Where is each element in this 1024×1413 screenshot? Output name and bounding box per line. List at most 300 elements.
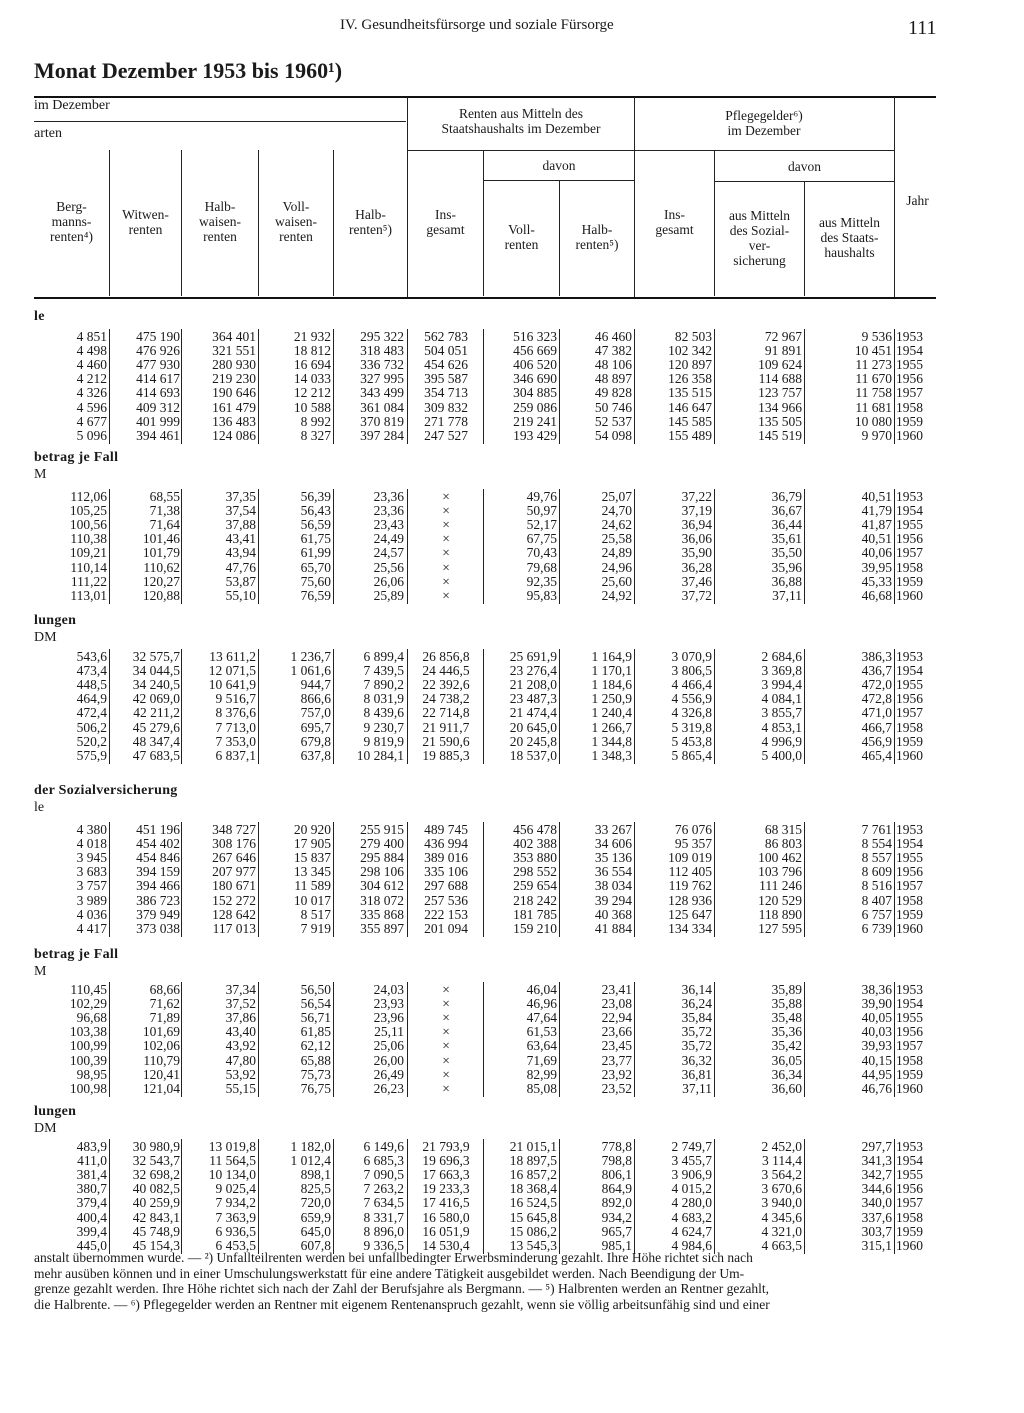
table-cell: 161 479	[212, 399, 256, 415]
footnote-line: anstalt übernommen wurde. — ²) Unfallteilrenten werden bei unfallbedingter Erwerbsminderung gezahlt. Ihre Höhe richtet sich nach	[34, 1250, 753, 1265]
section-label: lungen	[34, 613, 77, 628]
table-cell: 13 611,2	[209, 649, 256, 664]
table-cell: 105,25	[69, 503, 107, 519]
table-cell: 259 086	[513, 399, 557, 415]
section-label: betrag je Fall	[34, 947, 119, 962]
table-row	[0, 546, 1024, 560]
table-cell: 35,48	[771, 1010, 802, 1026]
table-cell: 402 388	[513, 836, 557, 852]
table-cell: 50,97	[526, 503, 557, 519]
table-cell: 100,98	[69, 1080, 107, 1096]
table-cell: 47 683,5	[132, 747, 180, 763]
table-row	[0, 490, 1024, 504]
table-cell: 123 757	[758, 385, 802, 401]
table-row	[0, 401, 1024, 415]
section-unit: DM	[34, 1121, 57, 1136]
table-cell: 71,64	[149, 517, 180, 533]
table-cell: 39,93	[861, 1038, 892, 1054]
table-cell: 22,94	[601, 1010, 632, 1026]
table-cell: 120,88	[142, 587, 180, 603]
table-cell: 26,06	[373, 573, 404, 589]
table-cell: 71,62	[149, 996, 180, 1012]
year-cell: 1955	[896, 357, 923, 373]
table-cell: 4 380	[76, 822, 107, 837]
table-cell: 1 012,4	[290, 1153, 331, 1169]
table-cell: 23,08	[601, 996, 632, 1012]
table-cell: 21 932	[293, 329, 331, 344]
year-cell: 1954	[896, 836, 923, 852]
table-row	[0, 532, 1024, 546]
table-cell: 406 520	[513, 357, 557, 373]
table-cell: 25,07	[601, 489, 632, 504]
table-cell: ×	[442, 573, 450, 589]
table-cell: 7 353,0	[215, 733, 256, 749]
table-cell: ×	[442, 559, 450, 575]
table-cell: 9 230,7	[363, 719, 404, 735]
table-cell: 414 617	[136, 371, 180, 387]
table-cell: 394 466	[136, 878, 180, 894]
davon-rule	[408, 150, 894, 151]
table-cell: 7 439,5	[363, 663, 404, 679]
table-cell: 346 690	[513, 371, 557, 387]
year-cell: 1953	[896, 1139, 923, 1154]
table-cell: 1 184,6	[591, 677, 632, 693]
table-cell: 3 683	[76, 864, 107, 880]
table-row	[0, 344, 1024, 358]
header-line: haushalts	[824, 245, 875, 260]
left-group-rule	[34, 121, 406, 122]
table-row	[0, 922, 1024, 936]
table-cell: 483,9	[76, 1139, 107, 1154]
table-cell: 36,24	[681, 996, 712, 1012]
table-cell: 5 096	[76, 427, 107, 443]
table-cell: ×	[442, 996, 450, 1012]
header-line: sicherung	[733, 253, 786, 268]
table-cell: 102 342	[668, 343, 712, 359]
year-cell: 1959	[896, 906, 923, 922]
table-cell: 6 757	[861, 906, 892, 922]
table-cell: 11 758	[855, 385, 892, 401]
table-cell: 180 671	[212, 878, 256, 894]
table-cell: 4 036	[76, 906, 107, 922]
table-cell: 56,43	[300, 503, 331, 519]
table-cell: 8 376,6	[215, 705, 256, 721]
table-cell: 411,0	[77, 1153, 107, 1169]
table-cell: 381,4	[76, 1167, 107, 1183]
table-cell: 389 016	[424, 850, 468, 866]
table-cell: 327 995	[360, 371, 404, 387]
table-cell: 72 967	[764, 329, 802, 344]
table-row	[0, 997, 1024, 1011]
table-cell: 472,8	[861, 691, 892, 707]
table-row	[0, 1082, 1024, 1096]
table-row	[0, 650, 1024, 664]
table-cell: 113,01	[70, 587, 107, 603]
header-line: renten	[504, 237, 539, 252]
table-cell: 344,6	[861, 1181, 892, 1197]
group-staat-label	[408, 106, 634, 136]
table-cell: 298 106	[360, 864, 404, 880]
year-cell: 1958	[896, 559, 923, 575]
table-cell: 9 336,5	[363, 1237, 404, 1253]
table-cell: 13 545,3	[509, 1237, 557, 1253]
table-cell: 825,5	[300, 1181, 331, 1197]
table-cell: 1 170,1	[591, 663, 632, 679]
table-cell: ×	[442, 1024, 450, 1040]
table-cell: 219 241	[513, 413, 557, 429]
table-cell: 8 609	[861, 864, 892, 880]
table-cell: 456 478	[513, 822, 557, 837]
table-cell: 25 691,9	[509, 649, 557, 664]
table-cell: 19 696,3	[422, 1153, 470, 1169]
table-cell: 36,05	[771, 1052, 802, 1068]
table-cell: 18 897,5	[509, 1153, 557, 1169]
table-cell: 101,46	[142, 531, 180, 547]
table-cell: 71,38	[149, 503, 180, 519]
table-cell: 4 015,2	[671, 1181, 712, 1197]
table-cell: 14 530,4	[422, 1237, 470, 1253]
table-cell: 100,56	[69, 517, 107, 533]
table-cell: 37,11	[772, 587, 802, 603]
table-cell: 4 280,0	[671, 1195, 712, 1211]
table-cell: 32 575,7	[132, 649, 180, 664]
table-cell: 16 580,0	[422, 1209, 470, 1225]
table-row	[0, 1182, 1024, 1196]
table-cell: 1 061,6	[290, 663, 331, 679]
table-cell: 40 368	[594, 906, 632, 922]
table-cell: 6 685,3	[363, 1153, 404, 1169]
table-cell: 16 051,9	[422, 1223, 470, 1239]
table-cell: 62,12	[300, 1038, 331, 1054]
table-cell: 5 453,8	[671, 733, 712, 749]
table-cell: 54 098	[594, 427, 632, 443]
table-cell: 304 885	[513, 385, 557, 401]
table-cell: 36,44	[771, 517, 802, 533]
table-cell: 41 884	[594, 920, 632, 936]
table-cell: 22 392,6	[422, 677, 470, 693]
table-cell: 40 082,5	[132, 1181, 180, 1197]
table-cell: 8 439,6	[363, 705, 404, 721]
table-cell: ×	[442, 489, 450, 504]
table-cell: 373 038	[136, 920, 180, 936]
table-cell: 36,60	[771, 1080, 802, 1096]
table-cell: 4 018	[76, 836, 107, 852]
table-cell: 35 136	[594, 850, 632, 866]
column-pflege-staatshaushalt	[805, 215, 894, 260]
table-cell: 23,36	[373, 503, 404, 519]
table-cell: 17 663,3	[422, 1167, 470, 1183]
table-cell: 304 612	[360, 878, 404, 894]
table-cell: 7 263,2	[363, 1181, 404, 1197]
table-cell: 6 149,6	[363, 1139, 404, 1154]
table-cell: 343 499	[360, 385, 404, 401]
table-cell: 645,0	[300, 1223, 331, 1239]
table-cell: 110,45	[70, 982, 107, 997]
table-cell: 4 326	[76, 385, 107, 401]
table-cell: 20 920	[293, 822, 331, 837]
table-cell: 12 212	[293, 385, 331, 401]
year-cell: 1959	[896, 733, 923, 749]
table-cell: 23,52	[601, 1080, 632, 1096]
table-cell: 85,08	[526, 1080, 557, 1096]
table-cell: 52,17	[526, 517, 557, 533]
table-cell: 38 034	[594, 878, 632, 894]
table-cell: 454 402	[136, 836, 180, 852]
table-cell: 25,06	[373, 1038, 404, 1054]
year-cell: 1957	[896, 1195, 923, 1211]
table-cell: 475 190	[136, 329, 180, 344]
table-cell: 100,39	[69, 1052, 107, 1068]
table-cell: ×	[442, 1080, 450, 1096]
table-cell: 8 517	[300, 906, 331, 922]
section-label: lungen	[34, 1104, 77, 1119]
table-row	[0, 1054, 1024, 1068]
table-cell: 340,0	[861, 1195, 892, 1211]
table-cell: ×	[442, 1038, 450, 1054]
table-cell: 201 094	[424, 920, 468, 936]
table-cell: 15 645,8	[509, 1209, 557, 1225]
table-cell: 45 279,6	[132, 719, 180, 735]
table-cell: 207 977	[212, 864, 256, 880]
table-cell: 10 641,9	[208, 677, 256, 693]
table-cell: 380,7	[76, 1181, 107, 1197]
table-cell: 75,73	[300, 1066, 331, 1082]
table-row	[0, 1025, 1024, 1039]
table-cell: 36 554	[594, 864, 632, 880]
table-row	[0, 894, 1024, 908]
table-cell: 7 090,5	[363, 1167, 404, 1183]
group-pflege-label	[634, 108, 894, 138]
table-cell: 379,4	[76, 1195, 107, 1211]
table-cell: 39,90	[861, 996, 892, 1012]
header-line: Halb-	[204, 199, 236, 214]
table-cell: 10 451	[854, 343, 892, 359]
table-cell: 98,95	[76, 1066, 107, 1082]
table-cell: 355 897	[360, 920, 404, 936]
table-cell: 46,68	[861, 587, 892, 603]
table-cell: 24,96	[601, 559, 632, 575]
table-cell: 16 694	[293, 357, 331, 373]
table-cell: 898,1	[300, 1167, 331, 1183]
table-cell: 4 663,5	[761, 1237, 802, 1253]
table-cell: 82,99	[526, 1066, 557, 1082]
year-cell: 1955	[896, 677, 923, 693]
year-cell: 1959	[896, 573, 923, 589]
table-cell: 7 761	[861, 822, 892, 837]
table-cell: ×	[442, 503, 450, 519]
table-cell: 4 345,6	[761, 1209, 802, 1225]
table-cell: 337,6	[861, 1209, 892, 1225]
table-cell: 82 503	[674, 329, 712, 344]
table-cell: 25,56	[373, 559, 404, 575]
chapter-heading: IV. Gesundheitsfürsorge und soziale Fürsorge	[340, 17, 614, 33]
table-cell: 7 919	[300, 920, 331, 936]
table-cell: 9 819,9	[363, 733, 404, 749]
table-row	[0, 1068, 1024, 1082]
table-row	[0, 706, 1024, 720]
table-cell: 308 176	[212, 836, 256, 852]
table-cell: 37,54	[225, 503, 256, 519]
table-cell: 26,49	[373, 1066, 404, 1082]
column-vollwaisenrenten	[259, 199, 333, 244]
table-cell: 354 713	[424, 385, 468, 401]
table-cell: 10 080	[854, 413, 892, 429]
table-cell: 965,7	[601, 1223, 632, 1239]
table-cell: 247 527	[424, 427, 468, 443]
table-cell: 2 684,6	[761, 649, 802, 664]
table-cell: 109 019	[668, 850, 712, 866]
table-cell: 65,88	[300, 1052, 331, 1068]
header-line: gesamt	[426, 222, 465, 237]
table-cell: 71,69	[526, 1052, 557, 1068]
table-cell: 35,50	[771, 545, 802, 561]
table-cell: 40,51	[861, 531, 892, 547]
table-cell: 575,9	[76, 747, 107, 763]
table-cell: 36,81	[681, 1066, 712, 1082]
table-cell: 102,06	[142, 1038, 180, 1054]
table-cell: 40,06	[861, 545, 892, 561]
table-cell: 321 551	[212, 343, 256, 359]
table-row	[0, 1039, 1024, 1053]
table-cell: 112,06	[70, 489, 107, 504]
table-cell: 21 793,9	[422, 1139, 470, 1154]
table-row	[0, 823, 1024, 837]
table-cell: 121,04	[142, 1080, 180, 1096]
table-cell: 125 647	[668, 906, 712, 922]
section-unit: M	[34, 467, 47, 482]
header-line: renten⁵)	[575, 237, 619, 252]
header-line: im Dezember	[727, 123, 801, 138]
year-cell: 1957	[896, 385, 923, 401]
table-row	[0, 1225, 1024, 1239]
year-cell: 1956	[896, 371, 923, 387]
table-cell: 20 245,8	[509, 733, 557, 749]
table-cell: 11 273	[855, 357, 892, 373]
table-cell: 8 327	[300, 427, 331, 443]
header-line: renten⁴)	[50, 229, 93, 244]
year-cell: 1959	[896, 1223, 923, 1239]
table-cell: 14 033	[293, 371, 331, 387]
table-cell: 3 945	[76, 850, 107, 866]
table-cell: 757,0	[300, 705, 331, 721]
table-cell: 111,22	[70, 573, 107, 589]
table-cell: 101,69	[142, 1024, 180, 1040]
table-row	[0, 837, 1024, 851]
table-cell: 24,70	[601, 503, 632, 519]
table-cell: 145 519	[758, 427, 802, 443]
table-cell: 24,62	[601, 517, 632, 533]
table-cell: 40,15	[861, 1052, 892, 1068]
table-cell: 3 564,2	[761, 1167, 802, 1183]
table-cell: ×	[442, 1052, 450, 1068]
table-cell: 76,75	[300, 1080, 331, 1096]
table-row	[0, 749, 1024, 763]
header-line: des Staats-	[820, 230, 879, 245]
table-cell: 193 429	[513, 427, 557, 443]
year-cell: 1956	[896, 1024, 923, 1040]
table-cell: 95 357	[674, 836, 712, 852]
table-cell: 1 250,9	[591, 691, 632, 707]
table-cell: 24 446,5	[422, 663, 470, 679]
table-cell: 4 851	[76, 329, 107, 344]
table-cell: 37,35	[225, 489, 256, 504]
table-cell: 70,43	[526, 545, 557, 561]
table-cell: 3 940,0	[761, 1195, 802, 1211]
table-cell: 56,50	[300, 982, 331, 997]
table-row	[0, 865, 1024, 879]
year-cell: 1958	[896, 719, 923, 735]
davon-pflege-label: davon	[788, 159, 821, 174]
year-cell: 1960	[896, 1237, 923, 1253]
table-cell: 26 856,8	[422, 649, 470, 664]
year-cell: 1953	[896, 822, 923, 837]
table-cell: 50 746	[594, 399, 632, 415]
year-cell: 1957	[896, 545, 923, 561]
table-cell: 6 453,5	[215, 1237, 256, 1253]
table-cell: 16 524,5	[509, 1195, 557, 1211]
table-cell: 23,41	[601, 982, 632, 997]
table-row	[0, 1140, 1024, 1154]
table-cell: 607,8	[300, 1237, 331, 1253]
table-row	[0, 1011, 1024, 1025]
header-line: renten	[203, 229, 237, 244]
table-cell: 155 489	[668, 427, 712, 443]
table-cell: 43,92	[225, 1038, 256, 1054]
header-line: Ins-	[435, 207, 456, 222]
table-cell: 36,67	[771, 503, 802, 519]
table-cell: 45 154,3	[132, 1237, 180, 1253]
table-cell: 47 382	[594, 343, 632, 359]
table-cell: 61,85	[300, 1024, 331, 1040]
table-cell: 364 401	[212, 329, 256, 344]
table-cell: 11 589	[294, 878, 331, 894]
table-cell: 36,88	[771, 573, 802, 589]
table-cell: 10 134,0	[208, 1167, 256, 1183]
table-cell: 30 980,9	[132, 1139, 180, 1154]
table-cell: 520,2	[76, 733, 107, 749]
year-cell: 1960	[896, 427, 923, 443]
table-cell: 19 885,3	[422, 747, 470, 763]
table-cell: 61,53	[526, 1024, 557, 1040]
table-cell: 9 516,7	[215, 691, 256, 707]
table-cell: 21 911,7	[422, 719, 470, 735]
table-cell: 39,95	[861, 559, 892, 575]
table-cell: 16 857,2	[509, 1167, 557, 1183]
table-cell: 32 543,7	[132, 1153, 180, 1169]
table-cell: 86 803	[764, 836, 802, 852]
table-cell: 15 837	[293, 850, 331, 866]
table-cell: 3 855,7	[761, 705, 802, 721]
header-line: gesamt	[655, 222, 694, 237]
table-row	[0, 504, 1024, 518]
left-group-label: im Dezember	[34, 98, 110, 113]
table-cell: 96,68	[76, 1010, 107, 1026]
table-cell: 43,40	[225, 1024, 256, 1040]
table-cell: 134 334	[668, 920, 712, 936]
table-cell: 370 819	[360, 413, 404, 429]
table-cell: 26,00	[373, 1052, 404, 1068]
table-cell: 120 897	[668, 357, 712, 373]
table-row	[0, 575, 1024, 589]
table-cell: 454 846	[136, 850, 180, 866]
table-cell: 1 164,9	[591, 649, 632, 664]
table-cell: 100,99	[69, 1038, 107, 1054]
table-cell: 68,55	[149, 489, 180, 504]
table-row	[0, 1196, 1024, 1210]
table-cell: 118 890	[758, 906, 802, 922]
year-cell: 1956	[896, 531, 923, 547]
table-cell: ×	[442, 517, 450, 533]
